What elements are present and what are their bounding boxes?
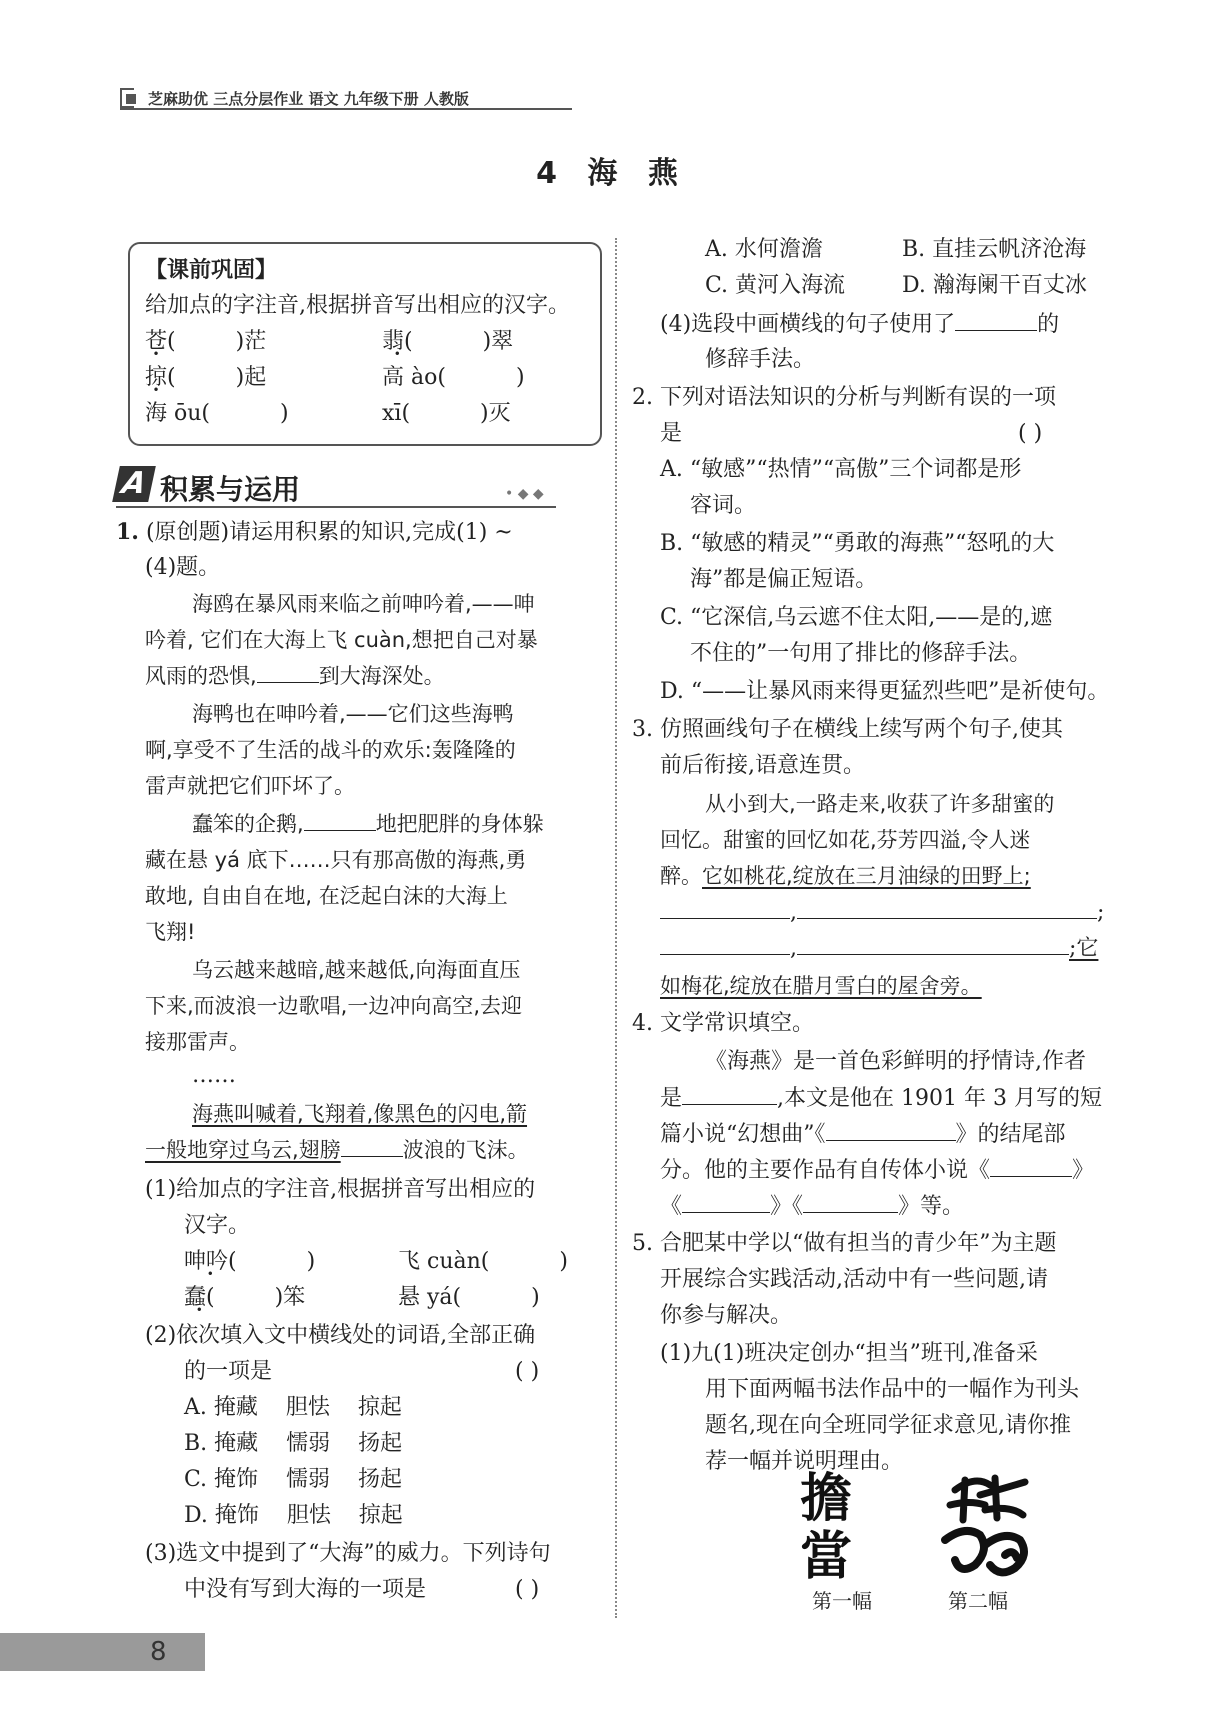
q4-passage: 《 》《 》等。 [660, 1194, 965, 1219]
q5-stem-cont: 你参与解决。 [660, 1303, 793, 1328]
q1-sub4-cont: 修辞手法。 [705, 347, 816, 372]
q5-sub1-cont: 荐一幅并说明理由。 [705, 1449, 904, 1474]
passage-line: 海鸥在暴风雨来临之前呻吟着,——呻 [192, 592, 535, 616]
header-mark-fill [126, 94, 136, 104]
section-a-badge: A [112, 466, 156, 502]
q3-passage: 醉。它如桃花,绽放在三月油绿的田野上; [660, 864, 1031, 888]
option-c: C. “它深信,乌云遮不住太阳,——是的,遮 [660, 605, 1053, 630]
answer-paren: ( ) [515, 1577, 540, 1602]
option-c-cont: 不住的”一句用了排比的修辞手法。 [690, 641, 1032, 666]
q1-sub1-row1a: 呻吟( • ) [184, 1248, 315, 1276]
option-d: D. “——让暴风雨来得更猛烈些吧”是祈使句。 [660, 679, 1110, 704]
q5-sub1-cont: 题名,现在向全班同学征求意见,请你推 [705, 1413, 1071, 1438]
pre-row-3a: 海 ōu( ) [145, 401, 289, 426]
caption-2: 第二幅 [948, 1589, 1008, 1613]
q1-sub2-cont: 的一项是 [184, 1359, 273, 1384]
passage-line: 藏在悬 yá 底下……只有那高傲的海燕,勇 [145, 848, 527, 872]
q3-stem-cont: 前后衔接,语意连贯。 [660, 753, 865, 778]
pre-row-2b: 高 ào( ) [382, 365, 525, 390]
page-number: 8 [150, 1637, 167, 1667]
q4-passage: 是 ,本文是他在 1901 年 3 月写的短 [660, 1086, 1102, 1111]
passage-line: 蠢笨的企鹅, 地把肥胖的身体躲 [192, 812, 544, 836]
q4-stem: 4. 文学常识填空。 [632, 1011, 814, 1036]
caption-1: 第一幅 [812, 1589, 872, 1613]
option-c: C. 掩饰 懦弱 扬起 [184, 1467, 402, 1492]
q5-sub1: (1)九(1)班决定创办“担当”班刊,准备采 [660, 1341, 1038, 1366]
passage-line: 乌云越来越暗,越来越低,向海面直压 [192, 958, 521, 982]
option-b: B. 直挂云帆济沧海 [902, 237, 1087, 262]
answer-paren: ( ) [515, 1359, 540, 1384]
passage-line: 飞翔! [145, 920, 196, 944]
option-a: A. 掩藏 胆怯 掠起 [184, 1395, 402, 1420]
option-b: B. “敏感的精灵”“勇敢的海燕”“怒吼的大 [660, 531, 1055, 556]
passage-line: 一般地穿过乌云,翅膀 波浪的飞沫。 [145, 1138, 529, 1162]
pre-instruction: 给加点的字注音,根据拼音写出相应的汉字。 [145, 293, 570, 318]
option-b-cont: 海”都是偏正短语。 [690, 567, 878, 592]
pre-row-1a: 苍( )茫 [145, 329, 267, 354]
passage-line: 下来,而波浪一边歌唱,一边冲向高空,去迎 [145, 994, 523, 1018]
pre-heading: 【课前巩固】 [145, 257, 278, 283]
q5-stem: 5. 合肥某中学以“做有担当的青少年”为主题 [632, 1231, 1057, 1256]
q3-passage: 回忆。甜蜜的回忆如花,芬芳四溢,令人迷 [660, 828, 1031, 852]
q3-passage: 从小到大,一路走来,收获了许多甜蜜的 [705, 792, 1055, 816]
option-b: B. 掩藏 懦弱 扬起 [184, 1431, 403, 1456]
q1-sub3-cont: 中没有写到大海的一项是 [184, 1577, 427, 1602]
q5-stem-cont: 开展综合实践活动,活动中有一些问题,请 [660, 1267, 1048, 1292]
section-a-title: 积累与运用 [160, 473, 301, 506]
q4-passage: 《海燕》是一首色彩鲜明的抒情诗,作者 [705, 1049, 1086, 1074]
column-divider [615, 238, 617, 1618]
q1-sub1-row2b: 悬 yá( ) [398, 1285, 540, 1310]
passage-line: 雷声就把它们吓坏了。 [145, 774, 355, 798]
pre-row-1b: 翡( • )翠 [382, 328, 513, 356]
q3-blank-line-2: , ;它 [660, 934, 1098, 963]
underlined-sentence: 如梅花,绽放在腊月雪白的屋舍旁。 [660, 974, 982, 998]
option-a: A. 水何澹澹 [705, 237, 823, 262]
option-a-cont: 容词。 [690, 493, 757, 518]
q1-sub1: (1)给加点的字注音,根据拼音写出相应的 [145, 1177, 536, 1202]
q1-sub1-row1b: 飞 cuàn( ) [398, 1249, 568, 1274]
q1-sub1-row2a: 蠢( • )笨 [184, 1284, 305, 1312]
q5-sub1-cont: 用下面两幅书法作品中的一幅作为刊头 [705, 1377, 1080, 1402]
q4-passage: 分。他的主要作品有自传体小说《 》 [660, 1158, 1095, 1183]
q1-sub2: (2)依次填入文中横线处的词语,全部正确 [145, 1323, 536, 1348]
section-a-dots: • ◆ ◆ [505, 486, 544, 502]
underlined-sentence: 海燕叫喊着,飞翔着,像黑色的闪电,箭 [192, 1102, 528, 1126]
q4-passage: 篇小说“幻想曲”《 》的结尾部 [660, 1122, 1066, 1147]
passage-line: 啊,享受不了生活的战斗的欢乐:轰隆隆的 [145, 738, 516, 762]
calligraphy-work-2 [935, 1470, 1035, 1582]
q1-sub1-cont: 汉字。 [184, 1213, 251, 1238]
q1-header-2: (4)题。 [145, 555, 221, 580]
pre-row-3b: xī( )灭 [382, 401, 511, 426]
pre-row-2a: 掠( )起 [145, 365, 267, 390]
passage-line: 海鸭也在呻吟着,——它们这些海鸭 [192, 702, 514, 726]
passage-line: 接那雷声。 [145, 1030, 250, 1054]
passage-ellipsis: …… [192, 1063, 236, 1088]
q2-stem-cont: 是 [660, 421, 683, 446]
q1-sub4: (4)选段中画横线的句子使用了 的 [660, 312, 1060, 337]
answer-paren: ( ) [1018, 421, 1043, 446]
calligraphy-work-1: 擔 當 [800, 1468, 853, 1587]
page-number-bar [0, 1633, 205, 1671]
option-d: D. 掩饰 胆怯 掠起 [184, 1503, 403, 1528]
header-rule [120, 108, 572, 110]
q3-blank-line-1: , ; [660, 898, 1104, 927]
q1-sub3: (3)选文中提到了“大海”的威力。下列诗句 [145, 1541, 551, 1566]
option-c: C. 黄河入海流 [705, 273, 846, 298]
section-a-rule [116, 506, 556, 508]
q2-stem: 2. 下列对语法知识的分析与判断有误的一项 [632, 385, 1056, 410]
page-title: 4 海 燕 [536, 156, 688, 191]
q1-header: 1. (原创题)请运用积累的知识,完成(1) ~ [116, 519, 513, 545]
passage-line: 吟着, 它们在大海上飞 cuàn,想把自己对暴 [145, 628, 538, 652]
option-a: A. “敏感”“热情”“高傲”三个词都是形 [660, 457, 1022, 482]
passage-line: 风雨的恐惧, 到大海深处。 [145, 664, 445, 688]
q3-stem: 3. 仿照画线句子在横线上续写两个句子,使其 [632, 717, 1063, 742]
passage-line: 敢地, 自由自在地, 在泛起白沫的大海上 [145, 884, 508, 908]
option-d: D. 瀚海阑干百丈冰 [902, 273, 1087, 298]
book-header: 芝麻助优 三点分层作业 语文 九年级下册 人教版 [148, 90, 469, 108]
